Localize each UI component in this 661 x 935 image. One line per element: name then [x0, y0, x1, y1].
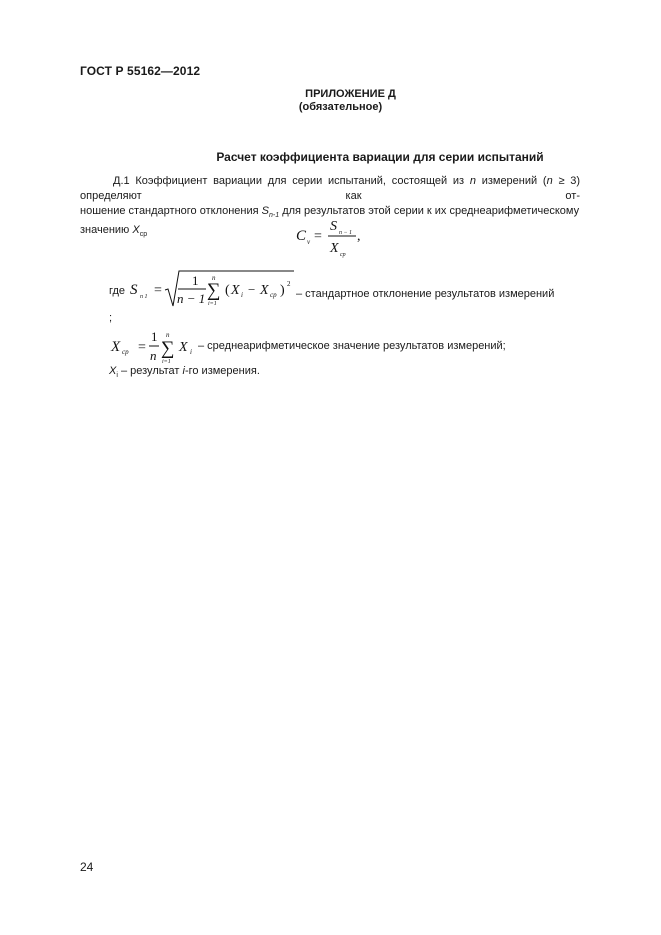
formula-s-lhs: S: [130, 282, 138, 298]
formula-x-lhs: X: [111, 339, 121, 355]
sum-sign-icon: ∑: [161, 338, 175, 359]
formula-cv-lhs-sub: v: [307, 238, 311, 246]
variable-subscript: ср: [139, 231, 148, 239]
formula-s-xcp: X: [260, 283, 269, 298]
formula-s-xcp-sub: cp: [270, 291, 277, 299]
variable-x: X: [109, 365, 117, 377]
paragraph-text: ≥ 3) определяют как от-: [80, 175, 580, 202]
formula-x-one: 1: [151, 329, 158, 344]
document-code: ГОСТ Р 55162—2012: [80, 64, 201, 78]
formula-s-xi-sub: i: [241, 291, 243, 299]
formula-s-xi: X: [231, 283, 240, 298]
where-label: где: [109, 285, 126, 297]
formula-s-paren-close: ): [280, 283, 285, 298]
variable-subscript: n-1: [269, 212, 280, 220]
formula-cv-num-sub: n − 1: [339, 230, 353, 236]
paragraph-text: для результатов этой серии к их среднеарифметическому значению: [80, 205, 580, 237]
formula-x-xi: X: [179, 340, 188, 355]
variable-n: n: [546, 175, 553, 187]
formula-cv-den-sub: cp: [340, 252, 346, 258]
variable-subscript: i: [116, 372, 118, 380]
formula-cv-den: X: [330, 241, 339, 256]
xi-definition: [109, 365, 260, 379]
paragraph-text: измерений (: [481, 175, 547, 187]
formula-cv-comma: ,: [357, 229, 361, 244]
formula-cv-eq: =: [314, 229, 322, 244]
formula-x-mean: [108, 327, 203, 365]
variable-i: i: [182, 365, 185, 377]
formula-s-eq: =: [154, 283, 162, 298]
paragraph-text: Д.1 Коэффициент вариации для серии испытаний, состоящей из: [113, 175, 465, 187]
formula-s-sum-bottom: i=1: [208, 301, 217, 307]
variable-x: X: [132, 224, 140, 237]
appendix-status: (обязательное): [298, 101, 383, 113]
formula-s-continuation: ;: [109, 312, 113, 324]
formula-cv-num: S: [330, 219, 337, 234]
formula-cv: [290, 210, 370, 258]
formula-x-eq: =: [138, 340, 146, 355]
formula-s-lhs-sub: n 1: [140, 294, 148, 300]
formula-x-den: n: [150, 348, 157, 363]
formula-s-pow: 2: [287, 280, 291, 288]
formula-s: [128, 265, 298, 311]
formula-s-description: – стандартное отклонение результатов измерений: [296, 288, 555, 300]
paragraph-text: ношение стандартного отклонения: [80, 205, 259, 217]
section-title: Расчет коэффициента вариации для серии испытаний: [216, 150, 544, 164]
variable-n: n: [469, 175, 476, 187]
sum-sign-icon: ∑: [207, 280, 221, 301]
definition-text: -го измерения.: [184, 365, 260, 377]
formula-s-minus: −: [248, 282, 256, 297]
formula-x-description: – среднеарифметическое значение результатов измерений;: [198, 340, 506, 352]
formula-s-sum-top: n: [212, 274, 216, 282]
formula-x-lhs-sub: cp: [122, 348, 129, 356]
formula-s-den: n − 1: [177, 291, 206, 306]
variable-s: S: [261, 205, 270, 217]
appendix-heading: [0, 88, 661, 114]
paragraph-line-1: [80, 174, 580, 204]
formula-s-one: 1: [192, 273, 199, 288]
definition-text: – результат: [120, 365, 180, 377]
formula-s-paren-open: (: [225, 283, 230, 298]
appendix-title: ПРИЛОЖЕНИЕ Д: [305, 88, 396, 100]
formula-x-sum-bottom: i=1: [162, 359, 171, 365]
formula-x-xi-sub: i: [190, 348, 192, 356]
page-number: 24: [80, 860, 94, 874]
formula-cv-lhs: C: [296, 228, 307, 244]
formula-x-sum-top: n: [166, 331, 170, 339]
